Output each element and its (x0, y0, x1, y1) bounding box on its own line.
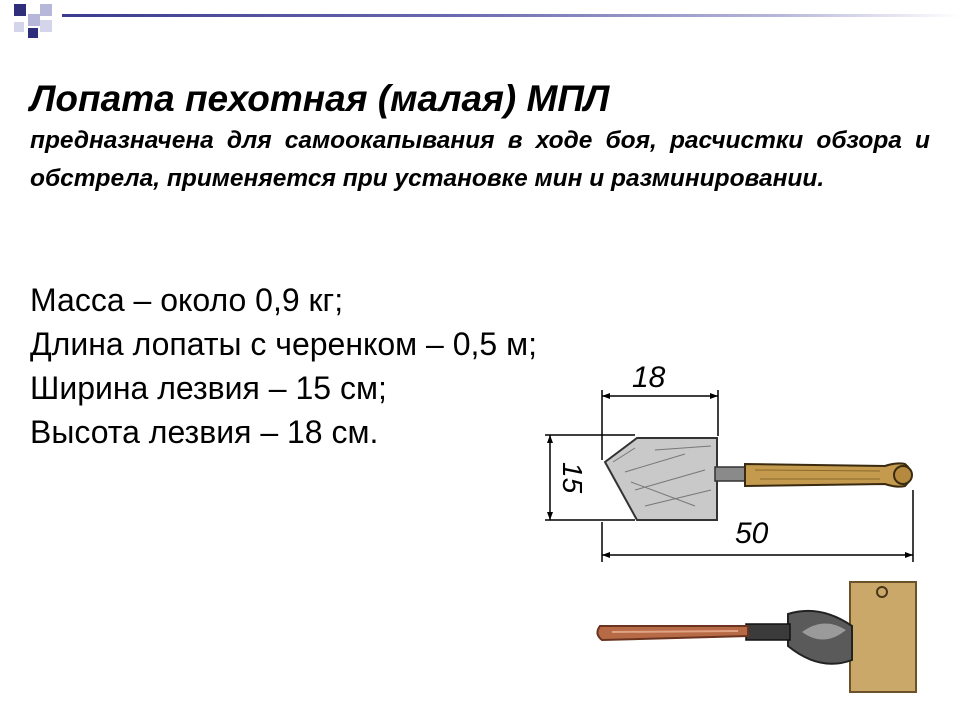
slide-title: Лопата пехотная (малая) МПЛ (30, 78, 610, 119)
shovel-photo-icon (588, 574, 928, 720)
spec-mass: Масса – около 0,9 кг; (30, 282, 344, 318)
spec-blade-height: Высота лезвия – 18 см. (30, 414, 379, 450)
dim-side-label: 15 (557, 462, 588, 494)
purpose-text: предназначена для самоокапывания в ходе боя, расчистки обзора и обстрела, применяется при установке мин и разминировании. (30, 127, 930, 192)
spec-length: Длина лопаты с черенком – 0,5 м; (30, 326, 537, 362)
spec-blade-width: Ширина лезвия – 15 см; (30, 370, 387, 406)
dim-length-label: 50 (735, 517, 769, 550)
corner-squares-icon (0, 0, 62, 42)
shovel-drawing-icon (535, 350, 935, 575)
header-line (62, 14, 960, 17)
dim-top-label: 18 (632, 361, 666, 394)
slide-header-decoration (0, 0, 960, 42)
